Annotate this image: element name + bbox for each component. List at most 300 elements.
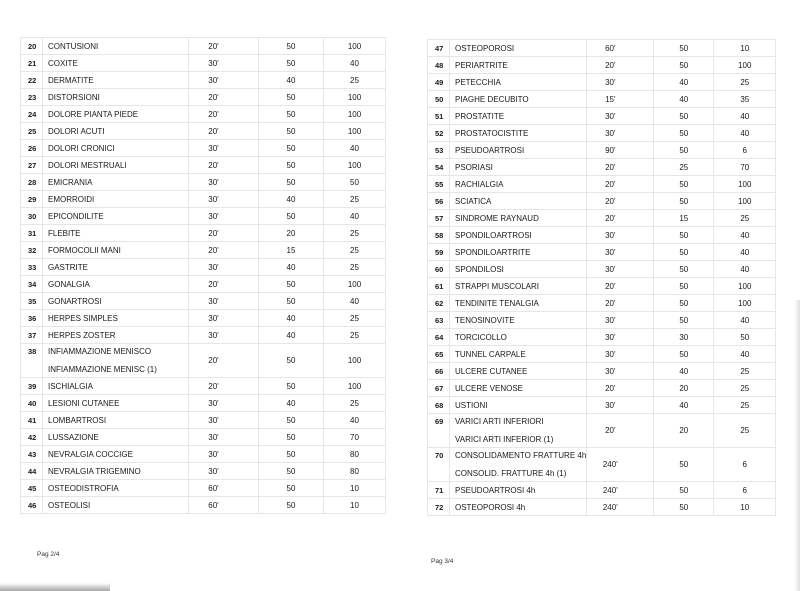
frequency-value: 50 xyxy=(259,208,324,225)
intensity-value: 70 xyxy=(324,429,386,446)
frequency-value: 50 xyxy=(259,38,324,55)
row-number: 63 xyxy=(428,312,450,329)
table-row xyxy=(21,72,386,89)
duration-minutes: 30' xyxy=(189,310,259,327)
condition-name: TENOSINOVITE xyxy=(455,315,515,325)
table-row xyxy=(21,140,386,157)
condition-name-cell xyxy=(43,55,189,72)
frequency-value: 50 xyxy=(259,293,324,310)
table-row xyxy=(428,108,776,125)
row-number: 39 xyxy=(21,378,43,395)
frequency-value: 50 xyxy=(259,123,324,140)
frequency-value: 30 xyxy=(654,329,714,346)
condition-name-cell xyxy=(450,346,587,363)
intensity-value: 100 xyxy=(324,123,386,140)
frequency-value: 50 xyxy=(259,89,324,106)
condition-name: SPONDILOARTROSI xyxy=(455,230,532,240)
condition-name: PROSTATOCISTITE xyxy=(455,128,529,138)
intensity-value: 10 xyxy=(324,480,386,497)
table-row xyxy=(428,329,776,346)
intensity-value: 100 xyxy=(714,295,776,312)
condition-name-cell xyxy=(43,72,189,89)
duration-minutes: 90' xyxy=(587,142,654,159)
table-row xyxy=(21,276,386,293)
intensity-value: 50 xyxy=(324,174,386,191)
scan-shadow xyxy=(794,300,800,591)
condition-name-cell xyxy=(450,142,587,159)
table-row xyxy=(21,157,386,174)
row-number: 55 xyxy=(428,176,450,193)
frequency-value: 50 xyxy=(259,412,324,429)
frequency-value: 50 xyxy=(654,346,714,363)
intensity-value: 40 xyxy=(714,244,776,261)
condition-name: SCIATICA xyxy=(455,196,492,206)
duration-minutes: 30' xyxy=(587,108,654,125)
duration-minutes: 60' xyxy=(189,497,259,514)
condition-name-cell xyxy=(43,327,189,344)
row-number: 22 xyxy=(21,72,43,89)
frequency-value: 40 xyxy=(259,327,324,344)
condition-name: PIAGHE DECUBITO xyxy=(455,94,529,104)
table-row xyxy=(428,176,776,193)
condition-name: GONALGIA xyxy=(48,279,90,289)
intensity-value: 40 xyxy=(714,125,776,142)
duration-minutes: 20' xyxy=(189,123,259,140)
table-row xyxy=(21,225,386,242)
intensity-value: 25 xyxy=(324,72,386,89)
table-row xyxy=(428,193,776,210)
frequency-value: 40 xyxy=(259,259,324,276)
condition-name-cell xyxy=(450,414,587,448)
frequency-value: 20 xyxy=(259,225,324,242)
duration-minutes: 30' xyxy=(189,412,259,429)
condition-name-cell xyxy=(43,106,189,123)
condition-name: RACHIALGIA xyxy=(455,179,504,189)
frequency-value: 40 xyxy=(654,363,714,380)
row-number: 25 xyxy=(21,123,43,140)
duration-minutes: 30' xyxy=(189,293,259,310)
table-row xyxy=(428,210,776,227)
duration-minutes: 30' xyxy=(587,74,654,91)
condition-name: USTIONI xyxy=(455,400,488,410)
intensity-value: 40 xyxy=(714,312,776,329)
condition-name-cell xyxy=(43,293,189,310)
table-row xyxy=(428,295,776,312)
duration-minutes: 30' xyxy=(587,125,654,142)
condition-name-cell xyxy=(43,208,189,225)
intensity-value: 25 xyxy=(324,191,386,208)
condition-name-alt: INFIAMMAZIONE MENISC (1) xyxy=(48,365,157,374)
table-row xyxy=(428,142,776,159)
frequency-value: 40 xyxy=(654,91,714,108)
table-row xyxy=(21,259,386,276)
row-number: 61 xyxy=(428,278,450,295)
frequency-value: 50 xyxy=(654,244,714,261)
condition-name: PSEUDOARTROSI 4h xyxy=(455,485,536,495)
intensity-value: 6 xyxy=(714,142,776,159)
condition-name: EMICRANIA xyxy=(48,177,93,187)
page-footer: Pag 3/4 xyxy=(431,558,454,565)
duration-minutes: 20' xyxy=(189,276,259,293)
frequency-value: 50 xyxy=(259,106,324,123)
frequency-value: 50 xyxy=(259,140,324,157)
intensity-value: 40 xyxy=(714,346,776,363)
duration-minutes: 20' xyxy=(189,378,259,395)
row-number: 60 xyxy=(428,261,450,278)
intensity-value: 40 xyxy=(714,227,776,244)
condition-name-cell xyxy=(450,74,587,91)
condition-name: NEVRALGIA COCCIGE xyxy=(48,449,133,459)
frequency-value: 50 xyxy=(654,295,714,312)
duration-minutes: 20' xyxy=(189,242,259,259)
condition-name: STRAPPI MUSCOLARI xyxy=(455,281,540,291)
frequency-value: 50 xyxy=(259,497,324,514)
row-number: 21 xyxy=(21,55,43,72)
condition-name: GONARTROSI xyxy=(48,296,102,306)
condition-name: DOLORI ACUTI xyxy=(48,126,105,136)
table-row xyxy=(21,344,386,378)
duration-minutes: 30' xyxy=(587,397,654,414)
intensity-value: 6 xyxy=(714,448,776,482)
intensity-value: 100 xyxy=(324,157,386,174)
frequency-value: 50 xyxy=(654,448,714,482)
duration-minutes: 20' xyxy=(587,210,654,227)
condition-name-cell xyxy=(43,310,189,327)
condition-name-cell xyxy=(450,91,587,108)
condition-name: CONSOLIDAMENTO FRATTURE 4h xyxy=(455,451,587,460)
condition-name-cell xyxy=(450,244,587,261)
intensity-value: 40 xyxy=(714,108,776,125)
intensity-value: 25 xyxy=(324,395,386,412)
condition-name-alt: CONSOLID. FRATTURE 4h (1) xyxy=(455,469,567,478)
table-row xyxy=(21,480,386,497)
condition-name: PETECCHIA xyxy=(455,77,501,87)
row-number: 57 xyxy=(428,210,450,227)
duration-minutes: 30' xyxy=(587,363,654,380)
condition-name-cell xyxy=(43,412,189,429)
table-row xyxy=(21,242,386,259)
intensity-value: 40 xyxy=(714,261,776,278)
condition-name-cell xyxy=(450,380,587,397)
condition-name-cell xyxy=(43,191,189,208)
duration-minutes: 20' xyxy=(587,159,654,176)
row-number: 69 xyxy=(428,414,450,448)
condition-name-cell xyxy=(43,378,189,395)
frequency-value: 40 xyxy=(259,395,324,412)
condition-name-cell xyxy=(43,276,189,293)
frequency-value: 50 xyxy=(654,312,714,329)
condition-name-cell xyxy=(450,363,587,380)
duration-minutes: 20' xyxy=(587,414,654,448)
row-number: 36 xyxy=(21,310,43,327)
condition-name-cell xyxy=(450,159,587,176)
row-number: 33 xyxy=(21,259,43,276)
frequency-value: 25 xyxy=(654,159,714,176)
table-row xyxy=(428,414,776,448)
table-row xyxy=(428,346,776,363)
table-body xyxy=(428,40,776,516)
table-row xyxy=(21,446,386,463)
table-row xyxy=(21,395,386,412)
frequency-value: 50 xyxy=(259,378,324,395)
row-number: 53 xyxy=(428,142,450,159)
condition-name: COXITE xyxy=(48,58,78,68)
condition-name-cell xyxy=(450,329,587,346)
condition-name-cell xyxy=(43,497,189,514)
condition-name: FORMOCOLII MANI xyxy=(48,245,121,255)
duration-minutes: 240' xyxy=(587,448,654,482)
table-row xyxy=(428,278,776,295)
frequency-value: 50 xyxy=(654,482,714,499)
table-row xyxy=(21,463,386,480)
duration-minutes: 30' xyxy=(587,312,654,329)
intensity-value: 40 xyxy=(324,55,386,72)
table-row xyxy=(428,312,776,329)
frequency-value: 50 xyxy=(259,429,324,446)
condition-name: DOLORE PIANTA PIEDE xyxy=(48,109,139,119)
frequency-value: 50 xyxy=(654,142,714,159)
duration-minutes: 30' xyxy=(189,429,259,446)
row-number: 49 xyxy=(428,74,450,91)
duration-minutes: 30' xyxy=(587,346,654,363)
row-number: 44 xyxy=(21,463,43,480)
row-number: 72 xyxy=(428,499,450,516)
table-row xyxy=(21,123,386,140)
frequency-value: 50 xyxy=(654,261,714,278)
table-row xyxy=(21,378,386,395)
condition-name: FLEBITE xyxy=(48,228,81,238)
table-row xyxy=(21,412,386,429)
condition-name-cell xyxy=(450,40,587,57)
intensity-value: 10 xyxy=(324,497,386,514)
table-row xyxy=(428,448,776,482)
duration-minutes: 30' xyxy=(189,446,259,463)
duration-minutes: 30' xyxy=(587,261,654,278)
duration-minutes: 20' xyxy=(189,225,259,242)
intensity-value: 100 xyxy=(324,344,386,378)
intensity-value: 100 xyxy=(714,193,776,210)
duration-minutes: 30' xyxy=(587,244,654,261)
condition-name-cell xyxy=(43,395,189,412)
duration-minutes: 30' xyxy=(587,329,654,346)
row-number: 28 xyxy=(21,174,43,191)
table-row xyxy=(428,482,776,499)
frequency-value: 50 xyxy=(654,227,714,244)
row-number: 34 xyxy=(21,276,43,293)
condition-name: VARICI ARTI INFERIORI xyxy=(455,417,544,426)
intensity-value: 40 xyxy=(324,293,386,310)
condition-name: OSTEOPOROSI 4h xyxy=(455,502,526,512)
condition-name-cell xyxy=(450,397,587,414)
intensity-value: 100 xyxy=(324,276,386,293)
intensity-value: 25 xyxy=(714,74,776,91)
row-number: 43 xyxy=(21,446,43,463)
duration-minutes: 240' xyxy=(587,482,654,499)
row-number: 65 xyxy=(428,346,450,363)
intensity-value: 25 xyxy=(324,259,386,276)
page-footer: Pag 2/4 xyxy=(37,551,60,558)
row-number: 24 xyxy=(21,106,43,123)
condition-name: PSORIASI xyxy=(455,162,493,172)
condition-name: ISCHIALGIA xyxy=(48,381,93,391)
table-row xyxy=(21,191,386,208)
condition-name-cell xyxy=(43,259,189,276)
frequency-value: 40 xyxy=(259,191,324,208)
intensity-value: 25 xyxy=(324,310,386,327)
frequency-value: 50 xyxy=(654,193,714,210)
table-row xyxy=(428,91,776,108)
table-row xyxy=(428,261,776,278)
condition-name-cell xyxy=(43,344,189,378)
frequency-value: 20 xyxy=(654,380,714,397)
table-row xyxy=(21,497,386,514)
condition-name-cell xyxy=(450,261,587,278)
intensity-value: 80 xyxy=(324,446,386,463)
table-row xyxy=(428,40,776,57)
duration-minutes: 20' xyxy=(587,295,654,312)
protocol-table xyxy=(427,39,776,516)
frequency-value: 50 xyxy=(654,499,714,516)
condition-name: PERIARTRITE xyxy=(455,60,508,70)
condition-name-cell xyxy=(450,278,587,295)
duration-minutes: 30' xyxy=(189,191,259,208)
row-number: 47 xyxy=(428,40,450,57)
intensity-value: 10 xyxy=(714,40,776,57)
intensity-value: 10 xyxy=(714,499,776,516)
duration-minutes: 60' xyxy=(587,40,654,57)
condition-name: DOLORI CRONICI xyxy=(48,143,115,153)
duration-minutes: 30' xyxy=(189,174,259,191)
condition-name-cell xyxy=(450,57,587,74)
table-row xyxy=(428,363,776,380)
row-number: 37 xyxy=(21,327,43,344)
condition-name-cell xyxy=(43,242,189,259)
protocol-table xyxy=(20,37,386,514)
frequency-value: 50 xyxy=(654,176,714,193)
row-number: 58 xyxy=(428,227,450,244)
table-row xyxy=(21,38,386,55)
row-number: 30 xyxy=(21,208,43,225)
duration-minutes: 20' xyxy=(587,57,654,74)
row-number: 40 xyxy=(21,395,43,412)
condition-name: DISTORSIONI xyxy=(48,92,100,102)
table-row xyxy=(21,327,386,344)
scan-shadow xyxy=(0,583,110,591)
table-row xyxy=(428,74,776,91)
condition-name: OSTEOPOROSI xyxy=(455,43,515,53)
intensity-value: 25 xyxy=(324,327,386,344)
row-number: 67 xyxy=(428,380,450,397)
condition-name: LESIONI CUTANEE xyxy=(48,398,120,408)
condition-name-cell xyxy=(450,499,587,516)
condition-name-cell xyxy=(450,482,587,499)
row-number: 32 xyxy=(21,242,43,259)
condition-name-cell xyxy=(43,463,189,480)
row-number: 50 xyxy=(428,91,450,108)
condition-name-cell xyxy=(450,448,587,482)
duration-minutes: 30' xyxy=(189,72,259,89)
condition-name: OSTEODISTROFIA xyxy=(48,483,119,493)
row-number: 62 xyxy=(428,295,450,312)
condition-name-cell xyxy=(450,210,587,227)
duration-minutes: 20' xyxy=(587,176,654,193)
row-number: 56 xyxy=(428,193,450,210)
row-number: 51 xyxy=(428,108,450,125)
row-number: 68 xyxy=(428,397,450,414)
condition-name: HERPES SIMPLES xyxy=(48,313,118,323)
condition-name-cell xyxy=(450,295,587,312)
row-number: 20 xyxy=(21,38,43,55)
condition-name: NEVRALGIA TRIGEMINO xyxy=(48,466,141,476)
condition-name: PROSTATITE xyxy=(455,111,505,121)
frequency-value: 50 xyxy=(259,55,324,72)
table-row xyxy=(428,159,776,176)
intensity-value: 100 xyxy=(714,278,776,295)
row-number: 26 xyxy=(21,140,43,157)
condition-name: TORCICOLLO xyxy=(455,332,507,342)
frequency-value: 40 xyxy=(654,74,714,91)
table-row xyxy=(21,106,386,123)
table-row xyxy=(21,208,386,225)
intensity-value: 100 xyxy=(714,57,776,74)
duration-minutes: 30' xyxy=(189,259,259,276)
row-number: 42 xyxy=(21,429,43,446)
intensity-value: 100 xyxy=(324,106,386,123)
intensity-value: 70 xyxy=(714,159,776,176)
frequency-value: 15 xyxy=(654,210,714,227)
duration-minutes: 30' xyxy=(189,140,259,157)
duration-minutes: 30' xyxy=(189,55,259,72)
table-row xyxy=(428,227,776,244)
row-number: 71 xyxy=(428,482,450,499)
table-row xyxy=(21,293,386,310)
intensity-value: 25 xyxy=(714,414,776,448)
row-number: 48 xyxy=(428,57,450,74)
intensity-value: 25 xyxy=(714,363,776,380)
row-number: 64 xyxy=(428,329,450,346)
table-row xyxy=(21,89,386,106)
row-number: 46 xyxy=(21,497,43,514)
table-row xyxy=(21,310,386,327)
condition-name: ULCERE VENOSE xyxy=(455,383,524,393)
table-row xyxy=(21,55,386,72)
table-row xyxy=(428,57,776,74)
frequency-value: 50 xyxy=(259,174,324,191)
table-body xyxy=(21,38,386,514)
condition-name: LUSSAZIONE xyxy=(48,432,99,442)
frequency-value: 50 xyxy=(259,344,324,378)
frequency-value: 40 xyxy=(654,397,714,414)
table-row xyxy=(428,244,776,261)
condition-name: LOMBARTROSI xyxy=(48,415,107,425)
intensity-value: 25 xyxy=(714,210,776,227)
condition-name: TUNNEL CARPALE xyxy=(455,349,526,359)
frequency-value: 50 xyxy=(654,108,714,125)
frequency-value: 50 xyxy=(259,463,324,480)
duration-minutes: 30' xyxy=(189,327,259,344)
frequency-value: 15 xyxy=(259,242,324,259)
row-number: 23 xyxy=(21,89,43,106)
condition-name-cell xyxy=(450,125,587,142)
table-row xyxy=(21,174,386,191)
row-number: 38 xyxy=(21,344,43,378)
condition-name: EMORROIDI xyxy=(48,194,95,204)
condition-name: PSEUDOARTROSI xyxy=(455,145,525,155)
frequency-value: 50 xyxy=(654,40,714,57)
row-number: 52 xyxy=(428,125,450,142)
table-row xyxy=(428,125,776,142)
table-row xyxy=(428,499,776,516)
